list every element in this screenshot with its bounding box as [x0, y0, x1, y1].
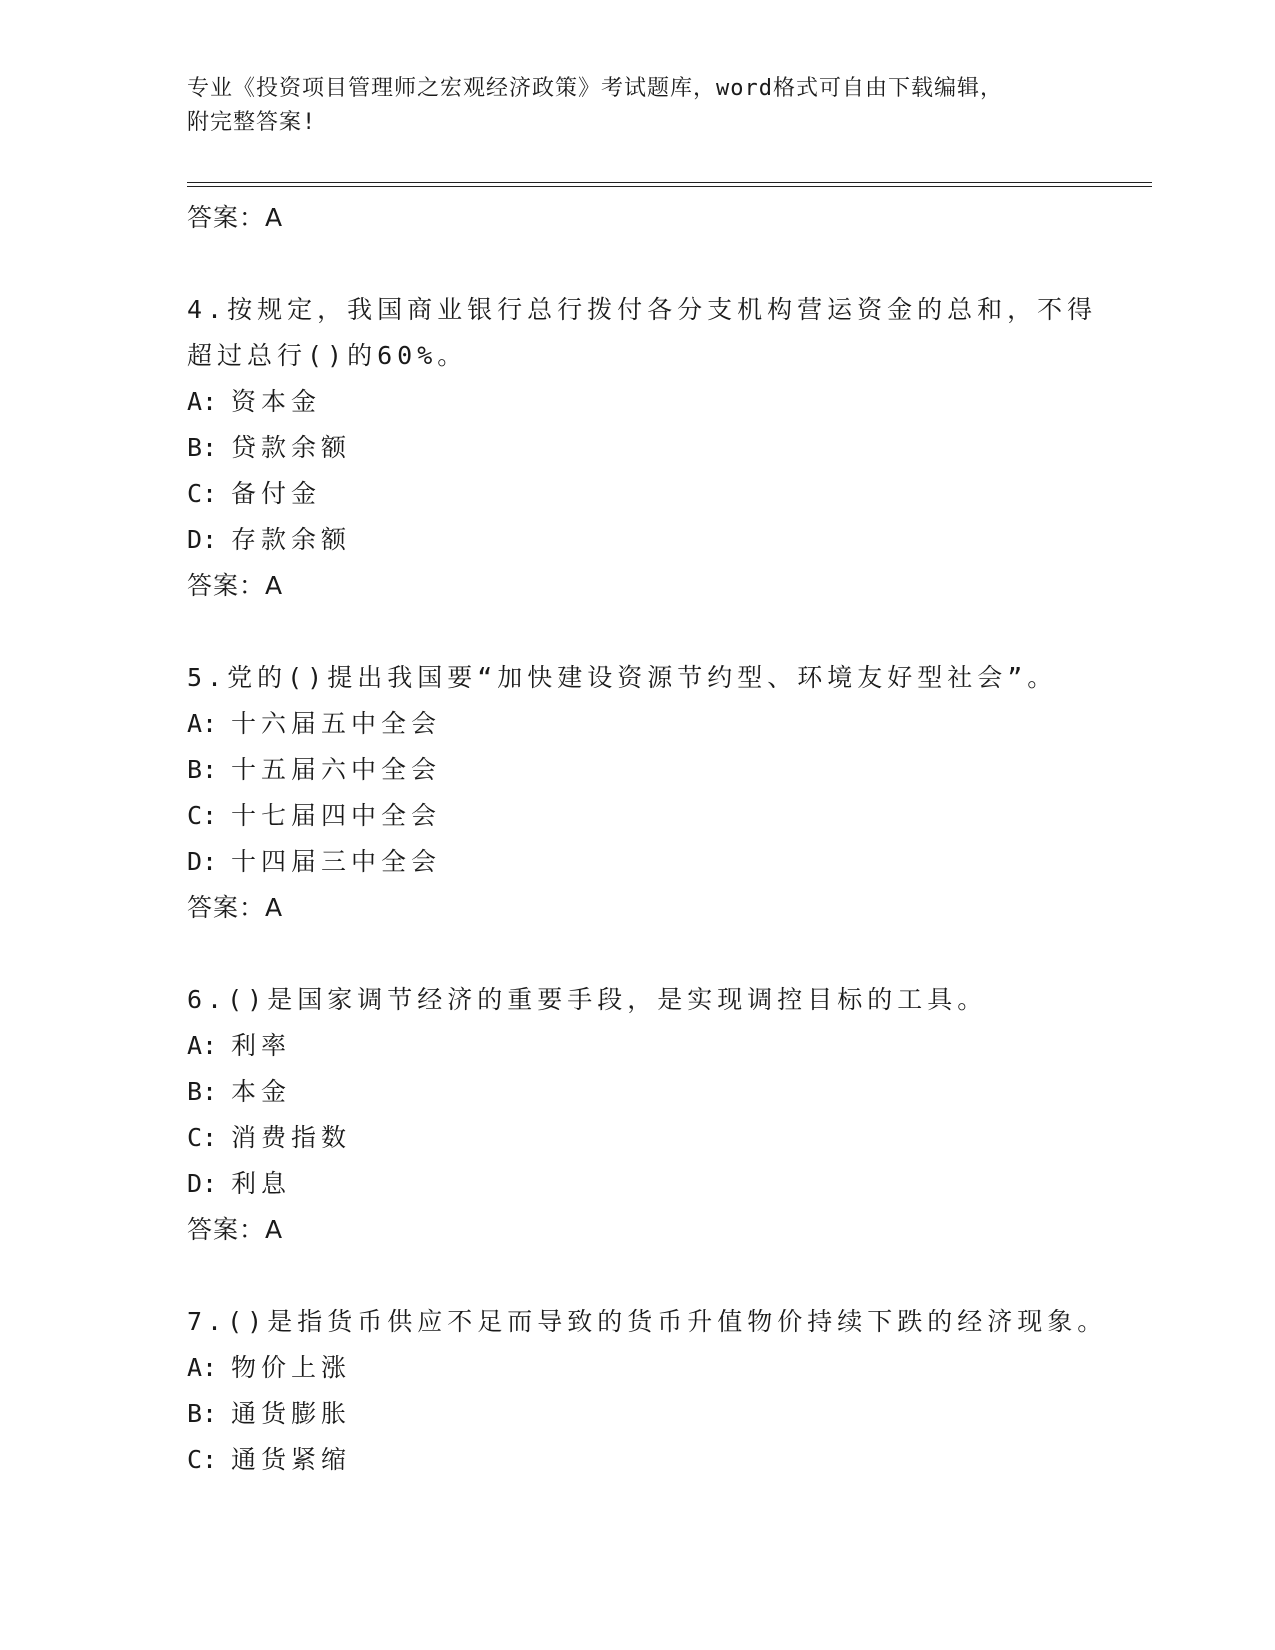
- header-line-1: 专业《投资项目管理师之宏观经济政策》考试题库，word格式可自由下载编辑，: [187, 76, 1003, 101]
- question-stem-line: 5.党的()提出我国要“加快建设资源节约型、环境友好型社会”。: [187, 663, 1058, 692]
- option-key: A:: [187, 387, 218, 416]
- option-text: 利息: [231, 1169, 292, 1198]
- option-d: [187, 517, 1152, 563]
- option-text: 资本金: [231, 387, 322, 416]
- option-b: [187, 425, 1152, 471]
- option-text: 贷款余额: [231, 433, 352, 462]
- option-key: D:: [187, 1169, 218, 1198]
- option-text: 本金: [231, 1077, 292, 1106]
- option-b: [187, 1391, 1152, 1437]
- option-text: 备付金: [231, 479, 322, 508]
- option-c: [187, 1115, 1152, 1161]
- question-5: [187, 655, 1152, 931]
- option-a: [187, 701, 1152, 747]
- header-line-2: 附完整答案!: [187, 110, 317, 135]
- option-key: A:: [187, 1353, 218, 1382]
- previous-answer: 答案：A: [187, 203, 284, 232]
- question-7: [187, 1299, 1152, 1483]
- option-c: [187, 793, 1152, 839]
- question-stem-line: 6.()是国家调节经济的重要手段，是实现调控目标的工具。: [187, 985, 988, 1014]
- option-d: [187, 1161, 1152, 1207]
- option-text: 物价上涨: [231, 1353, 352, 1382]
- option-d: [187, 839, 1152, 885]
- question-6: [187, 977, 1152, 1253]
- option-key: C:: [187, 801, 218, 830]
- question-4: [187, 287, 1152, 609]
- option-key: C:: [187, 479, 218, 508]
- option-a: [187, 1023, 1152, 1069]
- option-key: D:: [187, 847, 218, 876]
- document-header: [187, 72, 1152, 140]
- option-a: [187, 1345, 1152, 1391]
- option-key: B:: [187, 755, 218, 784]
- option-text: 通货紧缩: [231, 1445, 352, 1474]
- option-text: 十六届五中全会: [231, 709, 442, 738]
- option-key: C:: [187, 1445, 218, 1474]
- option-text: 通货膨胀: [231, 1399, 352, 1428]
- option-c: [187, 1437, 1152, 1483]
- option-text: 十七届四中全会: [231, 801, 442, 830]
- option-key: A:: [187, 709, 218, 738]
- question-stem-line: 超过总行()的60%。: [187, 341, 468, 370]
- option-key: D:: [187, 525, 218, 554]
- answer-line: 答案：A: [187, 893, 284, 922]
- option-text: 消费指数: [231, 1123, 352, 1152]
- option-b: [187, 1069, 1152, 1115]
- answer-line: 答案：A: [187, 571, 284, 600]
- question-stem-line: 7.()是指货币供应不足而导致的货币升值物价持续下跌的经济现象。: [187, 1307, 1108, 1336]
- option-text: 存款余额: [231, 525, 352, 554]
- option-key: B:: [187, 433, 218, 462]
- option-a: [187, 379, 1152, 425]
- header-divider: [187, 182, 1152, 187]
- option-key: A:: [187, 1031, 218, 1060]
- option-key: C:: [187, 1123, 218, 1152]
- answer-line: 答案：A: [187, 1215, 284, 1244]
- option-text: 十五届六中全会: [231, 755, 442, 784]
- option-key: B:: [187, 1077, 218, 1106]
- option-key: B:: [187, 1399, 218, 1428]
- option-text: 利率: [231, 1031, 292, 1060]
- question-stem-line: 4.按规定，我国商业银行总行拨付各分支机构营运资金的总和，不得: [187, 295, 1098, 324]
- option-b: [187, 747, 1152, 793]
- document-page: [187, 72, 1152, 1483]
- option-c: [187, 471, 1152, 517]
- option-text: 十四届三中全会: [231, 847, 442, 876]
